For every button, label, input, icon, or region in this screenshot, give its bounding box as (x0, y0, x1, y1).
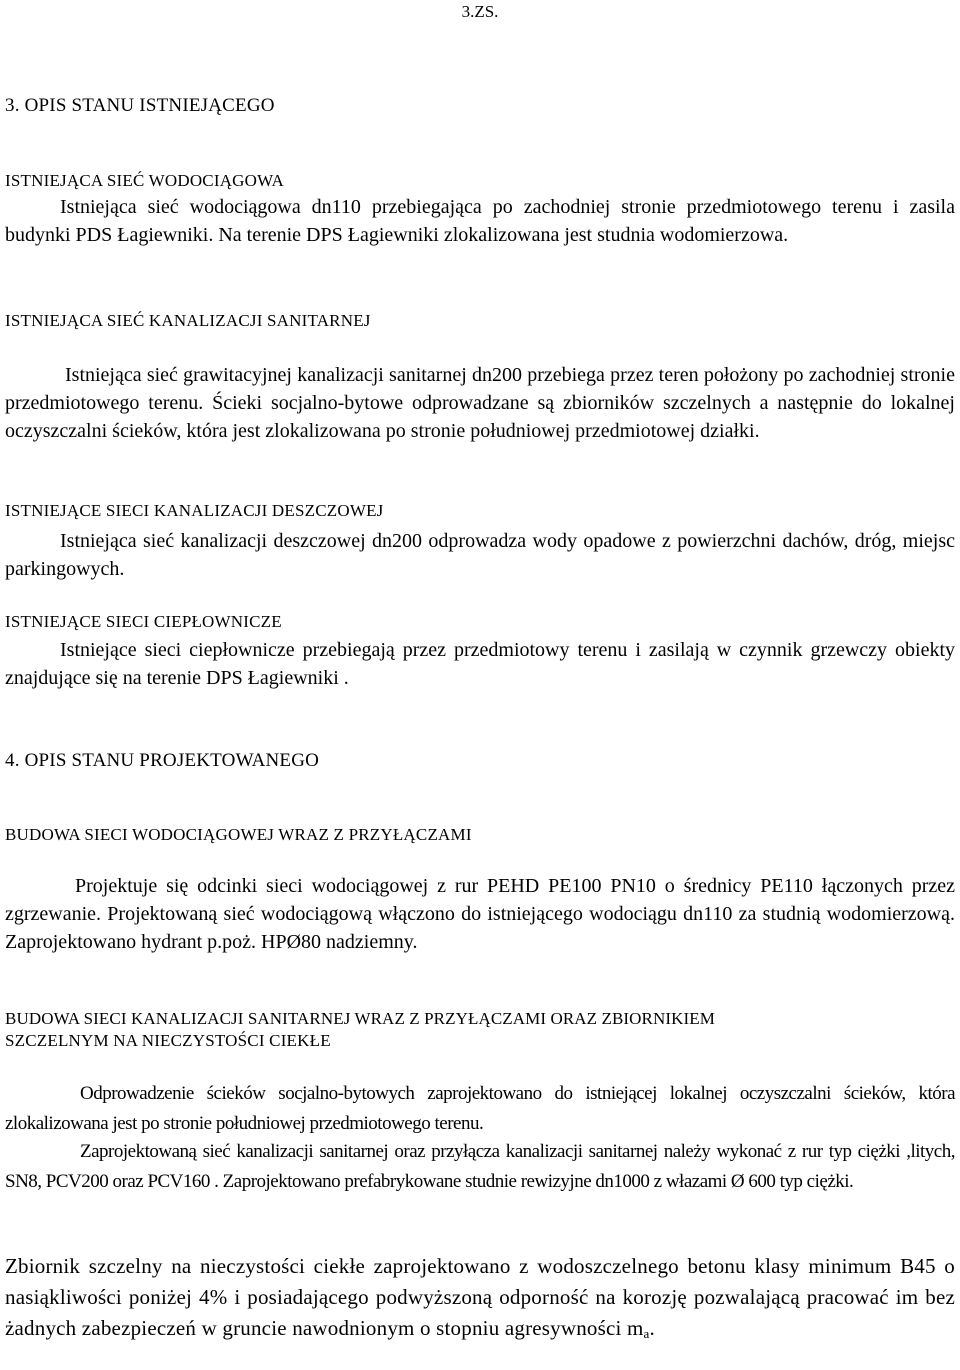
heading-existing-water-network: ISTNIEJĄCA SIEĆ WODOCIĄGOWA (5, 171, 284, 190)
section-4-title: 4. OPIS STANU PROJEKTOWANEGO (5, 750, 320, 771)
heading-existing-sanitary-sewer: ISTNIEJĄCA SIEĆ KANALIZACJI SANITARNEJ (5, 311, 371, 330)
aggressiveness-subscript: a (643, 1326, 650, 1341)
heading-existing-heating-network: ISTNIEJĄCE SIECI CIEPŁOWNICZE (5, 612, 282, 631)
paragraph-existing-water-network: Istniejąca sieć wodociągowa dn110 przebiegająca po zachodniej stronie przedmiotowego terenu i zasila budynki PDS Łagiewniki. Na terenie DPS Łagiewniki zlokalizowana jest studnia wodomierzowa. (5, 196, 955, 246)
heading-existing-storm-sewer: ISTNIEJĄCE SIECI KANALIZACJI DESZCZOWEJ (5, 501, 384, 520)
paragraph-existing-storm-sewer: Istniejąca sieć kanalizacji deszczowej dn200 odprowadza wody opadowe z powierzchni dachów, dróg, miejsc parkingowych. (5, 530, 955, 580)
heading-designed-sanitary-sewer-line2: SZCZELNYM NA NIECZYSTOŚCI CIEKŁE (5, 1031, 331, 1050)
paragraph-designed-sanitary-sewer-1: Odprowadzenie ścieków socjalno-bytowych zaprojektowano do istniejącej lokalnej oczyszczalni ścieków, która zlokalizowana jest po stronie południowej przedmiotowego terenu. (5, 1083, 955, 1134)
heading-designed-water-network: BUDOWA SIECI WODOCIĄGOWEJ WRAZ Z PRZYŁĄCZAMI (5, 825, 472, 844)
paragraph-existing-heating-network: Istniejące sieci ciepłownicze przebiegają przez przedmiotowy terenu i zasilają w czynnik grzewczy obiekty znajdujące się na terenie DPS Łagiewniki . (5, 639, 955, 689)
page-number: 3.ZS. (461, 2, 499, 21)
paragraph-designed-sanitary-sewer-2: Zaprojektowaną sieć kanalizacji sanitarnej oraz przyłącza kanalizacji sanitarnej należy wykonać z rur typ ciężki ,litych, SN8, PCV200 oraz PCV160 . Zaprojektowano prefabrykowane studnie rewizyjne dn1000 z włazami Ø 600 typ ciężki. (5, 1141, 955, 1192)
paragraph-designed-water-network: Projektuje się odcinki sieci wodociągowej z rur PEHD PE100 PN10 o średnicy PE110 łączonych przez zgrzewanie. Projektowaną sieć wodociągową włączono do istniejącego wodociągu dn110 za studnią wodomierzową. Zaprojektowano hydrant p.poż. HPØ80 nadziemny. (5, 875, 955, 953)
paragraph-septic-tank (5, 1251, 955, 1349)
septic-tank-text: Zbiornik szczelny na nieczystości ciekłe zaprojektowano z wodoszczelnego betonu klasy minimum B45 o nasiąkliwości poniżej 4% i posiadającego podwyższoną odporność na korozję pozwalającą pracować im bez żadnych zabezpieczeń w gruncie nawodnionym o stopniu agresywności m (5, 1254, 955, 1340)
septic-tank-text-end: . (649, 1316, 655, 1340)
heading-designed-sanitary-sewer: BUDOWA SIECI KANALIZACJI SANITARNEJ WRAZ Z PRZYŁĄCZAMI ORAZ ZBIORNIKIEM (5, 1009, 715, 1028)
section-3-title: 3. OPIS STANU ISTNIEJĄCEGO (5, 95, 275, 116)
paragraph-existing-sanitary-sewer: Istniejąca sieć grawitacyjnej kanalizacji sanitarnej dn200 przebiega przez teren położony po zachodniej stronie przedmiotowego terenu. Ścieki socjalno-bytowe odprowadzane są zbiorników szczelnych a następnie do lokalnej oczyszczalni ścieków, która jest zlokalizowana po stronie południowej przedmiotowej działki. (5, 364, 955, 442)
